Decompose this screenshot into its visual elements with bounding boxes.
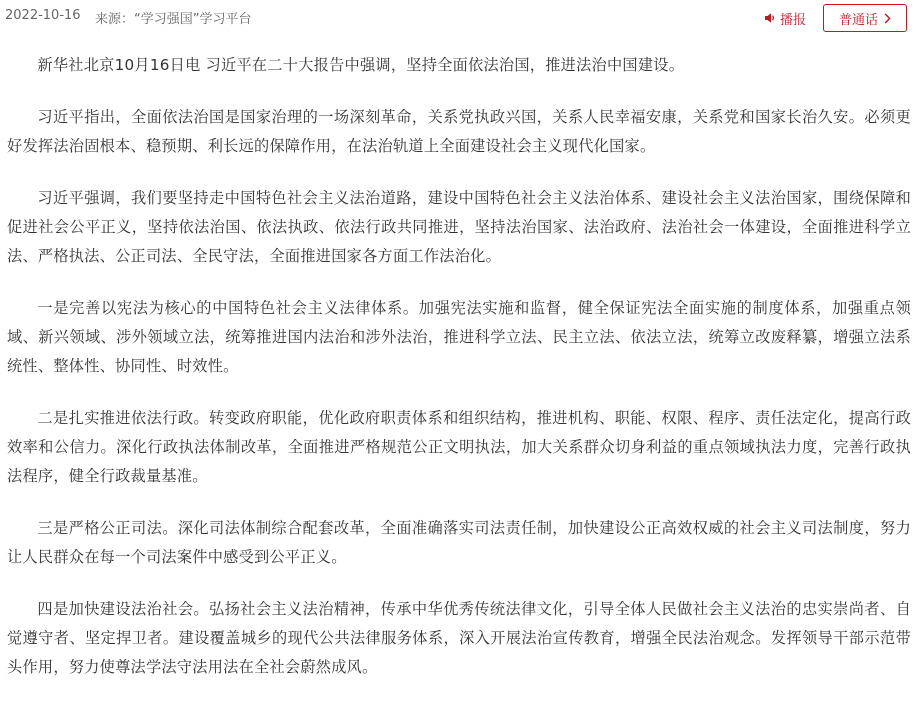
broadcast-button[interactable] bbox=[764, 8, 806, 28]
article-paragraph: 一是完善以宪法为核心的中国特色社会主义法律体系。加强宪法实施和监督，健全保证宪法全面实施的制度体系，加强重点领域、新兴领域、涉外领域立法，统筹推进国内法治和涉外法治，推进科学立法、民主立法、依法立法，统筹立改废释纂，增强立法系统性、整体性、协同性、时效性。 bbox=[7, 299, 911, 375]
article-paragraph: 二是扎实推进依法行政。转变政府职能，优化政府职责体系和组织结构，推进机构、职能、权限、程序、责任法定化，提高行政效率和公信力。深化行政执法体制改革，全面推进严格规范公正文明执法，加大关系群众切身利益的重点领域执法力度，完善行政执法程序，健全行政裁量基准。 bbox=[7, 409, 911, 485]
publish-date: 2022-10-16 bbox=[5, 8, 81, 23]
article-paragraph: 新华社北京10月16日电 习近平在二十大报告中强调，坚持全面依法治国，推进法治中国建设。 bbox=[37, 56, 685, 74]
mandarin-label: 普通话 bbox=[838, 12, 878, 28]
article-paragraph: 四是加快建设法治社会。弘扬社会主义法治精神，传承中华优秀传统法律文化，引导全体人民做社会主义法治的忠实崇尚者、自觉遵守者、坚定捍卫者。建设覆盖城乡的现代公共法律服务体系，深入开展法治宣传教育，增强全民法治观念。发挥领导干部示范带头作用，努力使尊法学法守法用法在全社会蔚然成风。 bbox=[7, 600, 911, 676]
chevron-right-icon bbox=[884, 13, 891, 24]
mandarin-select-button[interactable] bbox=[823, 4, 907, 32]
broadcast-label: 播报 bbox=[780, 12, 807, 28]
speaker-icon bbox=[764, 12, 776, 24]
article-paragraph: 三是严格公正司法。深化司法体制综合配套改革，全面准确落实司法责任制，加快建设公正高效权威的社会主义司法制度，努力让人民群众在每一个司法案件中感受到公平正义。 bbox=[7, 519, 911, 566]
article-paragraph: 习近平指出，全面依法治国是国家治理的一场深刻革命，关系党执政兴国，关系人民幸福安康，关系党和国家长治久安。必须更好发挥法治固根本、稳预期、利长远的保障作用，在法治轨道上全面建设社会主义现代化国家。 bbox=[7, 108, 911, 155]
article-source: 来源：“学习强国”学习平台 bbox=[95, 12, 252, 27]
article-meta-bar bbox=[0, 0, 923, 36]
article-body bbox=[7, 51, 911, 705]
article-paragraph: 习近平强调，我们要坚持走中国特色社会主义法治道路，建设中国特色社会主义法治体系、建设社会主义法治国家，围绕保障和促进社会公平正义，坚持依法治国、依法执政、依法行政共同推进，坚持法治国家、法治政府、法治社会一体建设，全面推进科学立法、严格执法、公正司法、全民守法，全面推进国家各方面工作法治化。 bbox=[7, 189, 911, 265]
